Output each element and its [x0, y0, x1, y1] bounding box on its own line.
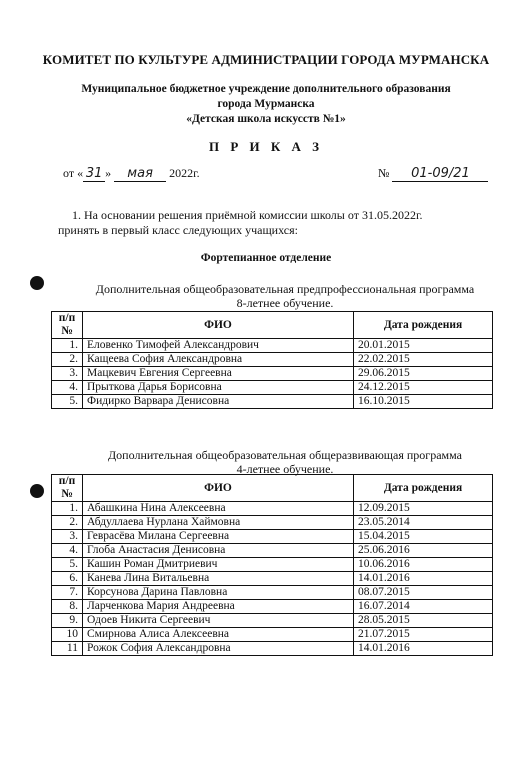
row-number: 2. [52, 353, 83, 367]
row-number: 9. [52, 614, 83, 628]
institution-line-3: «Детская школа искусств №1» [186, 113, 346, 125]
birth-date: 16.10.2015 [354, 395, 493, 409]
row-number: 6. [52, 572, 83, 586]
students-table-1 [51, 311, 493, 409]
student-name: Мацкевич Евгения Сергеевна [83, 367, 354, 381]
number-label: № [378, 166, 390, 180]
table-header-row [52, 312, 493, 339]
header-dob: Дата рождения [354, 475, 493, 502]
order-number [378, 166, 488, 182]
number-value: 01-09/21 [392, 167, 488, 182]
header-dob: Дата рождения [354, 312, 493, 339]
table-row [52, 586, 493, 600]
students-table-2 [51, 474, 493, 656]
table-row [52, 558, 493, 572]
row-number: 1. [52, 339, 83, 353]
birth-date: 08.07.2015 [354, 586, 493, 600]
student-name: Фидирко Варвара Денисовна [83, 395, 354, 409]
table-row [52, 339, 493, 353]
table-row [52, 544, 493, 558]
bullet-dot-1 [30, 276, 44, 290]
student-name: Геврасёва Милана Сергеевна [83, 530, 354, 544]
table-row [52, 614, 493, 628]
order-title: П Р И К А З [208, 139, 324, 154]
table-row [52, 502, 493, 516]
student-name: Глоба Анастасия Денисовна [83, 544, 354, 558]
program-2-title: Дополнительная общеобразовательная общеразвивающая программа [108, 448, 462, 462]
birth-date: 22.02.2015 [354, 353, 493, 367]
student-name: Смирнова Алиса Алексеевна [83, 628, 354, 642]
table-row [52, 628, 493, 642]
row-number: 7. [52, 586, 83, 600]
row-number: 4. [52, 381, 83, 395]
table-1-body [52, 339, 493, 409]
row-number: 3. [52, 367, 83, 381]
order-item-1-line-2: принять в первый класс следующих учащихся: [58, 223, 298, 237]
birth-date: 15.04.2015 [354, 530, 493, 544]
student-name: Абдуллаева Нурлана Хаймовна [83, 516, 354, 530]
birth-date: 16.07.2014 [354, 600, 493, 614]
header-num: п/п № [52, 475, 83, 502]
table-row [52, 530, 493, 544]
date-prefix: от « [63, 166, 84, 180]
table-row [52, 642, 493, 656]
order-item-1-line-1: 1. На основании решения приёмной комиссии школы от 31.05.2022г. [72, 208, 423, 222]
date-day: 31 [83, 167, 105, 182]
student-name: Одоев Никита Сергеевич [83, 614, 354, 628]
date-year: 2022г. [169, 166, 200, 180]
row-number: 5. [52, 558, 83, 572]
department-heading: Фортепианное отделение [200, 252, 332, 264]
birth-date: 20.01.2015 [354, 339, 493, 353]
student-name: Кашин Роман Дмитриевич [83, 558, 354, 572]
table-row [52, 600, 493, 614]
student-name: Прыткова Дарья Борисовна [83, 381, 354, 395]
table-2-body [52, 502, 493, 656]
student-name: Канева Лина Витальевна [83, 572, 354, 586]
birth-date: 23.05.2014 [354, 516, 493, 530]
table-header-row [52, 475, 493, 502]
row-number: 1. [52, 502, 83, 516]
row-number: 11 [52, 642, 83, 656]
student-name: Ларченкова Мария Андреевна [83, 600, 354, 614]
row-number: 8. [52, 600, 83, 614]
birth-date: 14.01.2016 [354, 642, 493, 656]
birth-date: 29.06.2015 [354, 367, 493, 381]
program-2-duration: 4-летнее обучение. [236, 462, 334, 476]
date-month: мая [114, 167, 166, 182]
birth-date: 24.12.2015 [354, 381, 493, 395]
committee-heading: КОМИТЕТ ПО КУЛЬТУРЕ АДМИНИСТРАЦИИ ГОРОДА МУРМАНСКА [42, 52, 490, 67]
date-mid: » [105, 166, 112, 180]
row-number: 2. [52, 516, 83, 530]
header-num: п/п № [52, 312, 83, 339]
row-number: 4. [52, 544, 83, 558]
table-row [52, 572, 493, 586]
row-number: 3. [52, 530, 83, 544]
student-name: Корсунова Дарина Павловна [83, 586, 354, 600]
student-name: Кащеева София Александровна [83, 353, 354, 367]
birth-date: 21.07.2015 [354, 628, 493, 642]
header-fio: ФИО [83, 312, 354, 339]
student-name: Рожок София Александровна [83, 642, 354, 656]
birth-date: 12.09.2015 [354, 502, 493, 516]
row-number: 10 [52, 628, 83, 642]
birth-date: 25.06.2016 [354, 544, 493, 558]
order-date [63, 166, 200, 182]
birth-date: 14.01.2016 [354, 572, 493, 586]
program-1-duration: 8-летнее обучение. [236, 296, 334, 310]
student-name: Еловенко Тимофей Александрович [83, 339, 354, 353]
row-number: 5. [52, 395, 83, 409]
institution-line-2: города Мурманска [217, 98, 315, 110]
header-fio: ФИО [83, 475, 354, 502]
student-name: Абашкина Нина Алексеевна [83, 502, 354, 516]
table-row [52, 516, 493, 530]
program-1-title: Дополнительная общеобразовательная предпрофессиональная программа [95, 282, 475, 296]
table-row [52, 381, 493, 395]
table-row [52, 367, 493, 381]
table-row [52, 353, 493, 367]
table-row [52, 395, 493, 409]
bullet-dot-2 [30, 484, 44, 498]
birth-date: 28.05.2015 [354, 614, 493, 628]
institution-line-1: Муниципальное бюджетное учреждение дополнительного образования [81, 83, 451, 95]
birth-date: 10.06.2016 [354, 558, 493, 572]
